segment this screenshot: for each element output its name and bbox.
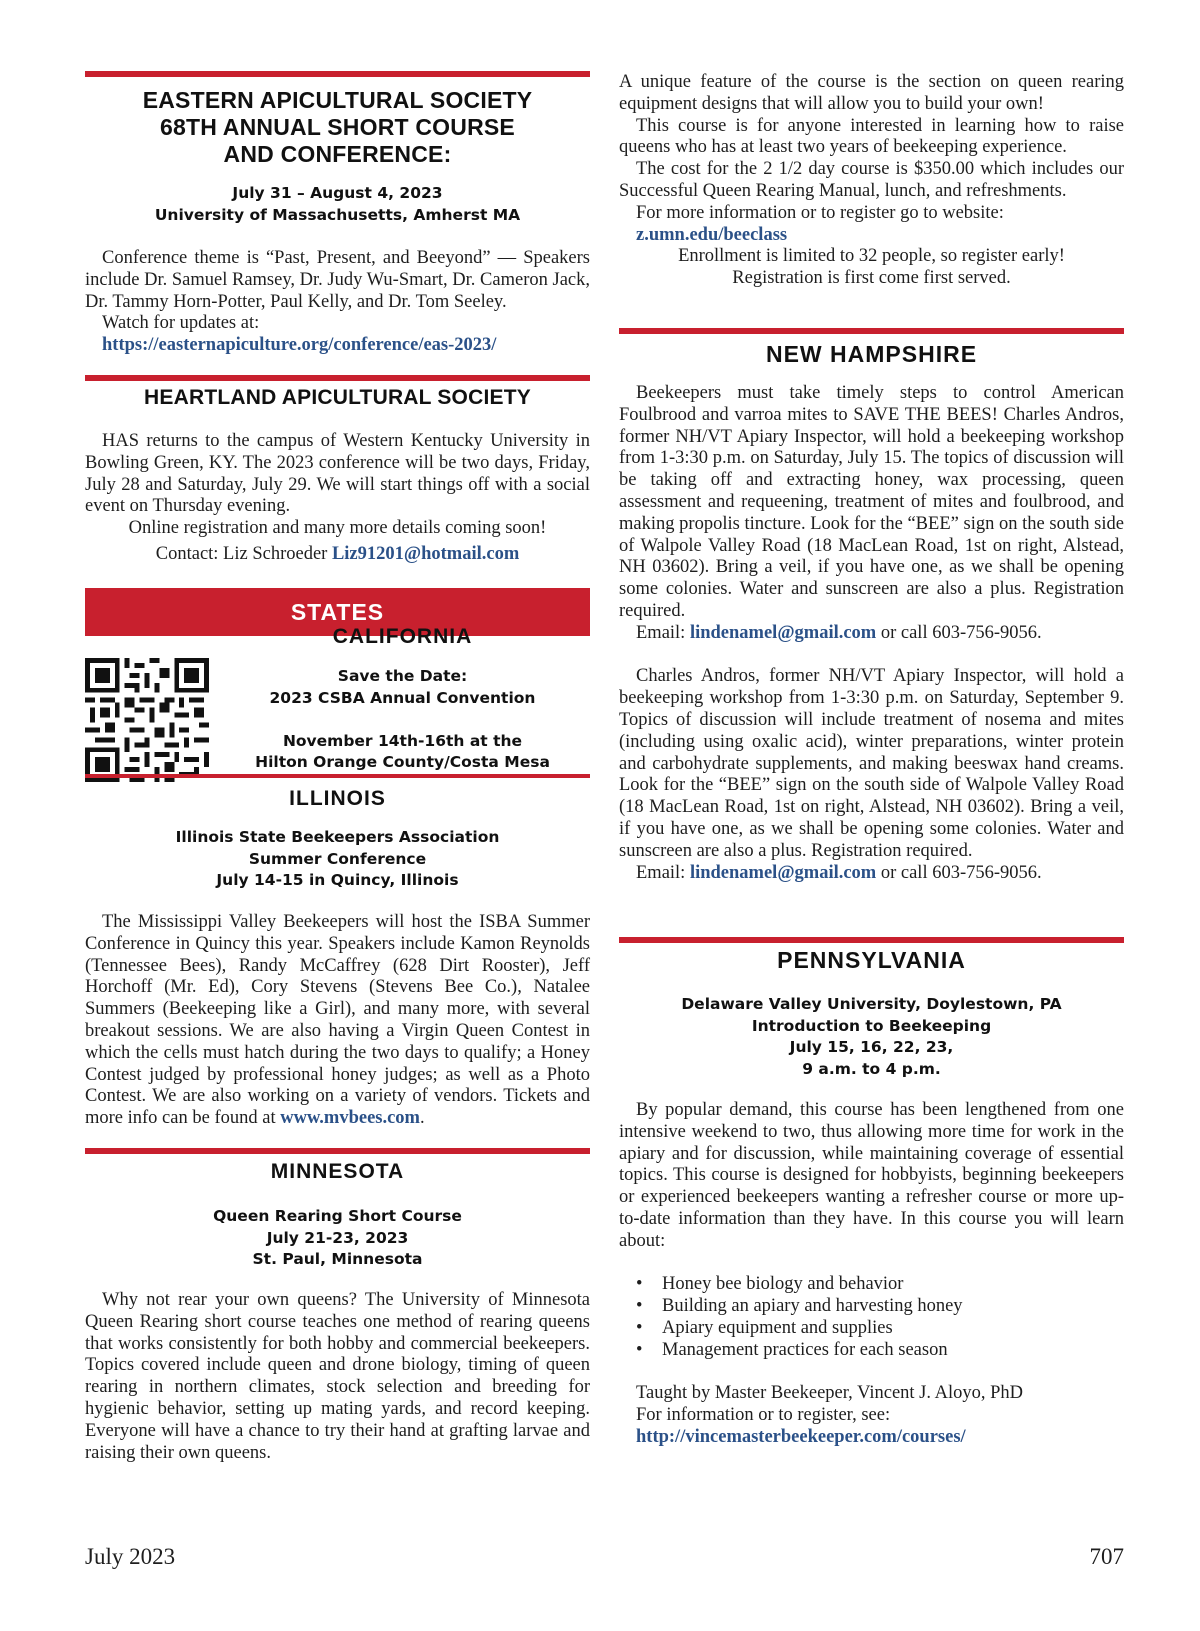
illinois-line: July 14-15 in Quincy, Illinois <box>216 871 459 889</box>
states-banner: STATES <box>85 588 590 636</box>
eas-body <box>85 248 590 357</box>
section-divider <box>619 937 1124 943</box>
minnesota-cont-text: The cost for the 2 1/2 day course is $350.00 which includes our Successful Queen Rearing Manual, lunch, and refreshments. <box>619 159 1124 201</box>
pa-body-text: By popular demand, this course has been lengthened from one intensive weekend to two, thus allowing more time for work in the apiary and for discussion, while maintaining coverage of essential topics. This course is designed for hobbyists, beginning beekeepers or experienced beekeepers wanting a refresher course or more up-to-date information than they have. In this course you will learn about: <box>619 1100 1124 1251</box>
has-body <box>85 431 590 566</box>
pa-link[interactable]: http://vincemasterbeekeeper.com/courses/ <box>636 1426 966 1447</box>
list-item: • Building an apiary and harvesting honey <box>619 1296 1124 1318</box>
nh-body-text: Beekeepers must take timely steps to control American Foulbrood and varroa mites to SAVE THE BEES! Charles Andros, former NH/VT Apiary Inspector, will hold a beekeeping workshop from 1-3:30 p.m. on Saturday, July 15. The topics of discussion will be taking off and extracting honey, wax processing, queen assessment and requeening, treatment of mites and foulbrood, and making propolis tincture. Look for the “BEE” sign on the south side of Walpole Valley Road (18 MacLean Road, 1st on right, Alstead, NH 03602). Bring a veil, if you have one, as we shall be opening some colonies. Water and sunscreen are also a plus. Registration required. <box>619 383 1124 621</box>
has-email-link[interactable]: Liz91201@hotmail.com <box>331 543 520 564</box>
has-title: HEARTLAND APICULTURAL SOCIETY <box>144 386 531 409</box>
minnesota-line: July 21-23, 2023 <box>266 1228 409 1247</box>
minnesota-continued <box>619 72 1124 290</box>
page-number: 707 <box>1089 1544 1124 1569</box>
minnesota-title: MINNESOTA <box>270 1160 405 1183</box>
minnesota-details <box>85 1206 590 1271</box>
section-divider <box>619 328 1124 334</box>
section-divider <box>85 1148 590 1154</box>
eas-details <box>85 183 590 226</box>
eas-link[interactable]: https://easternapiculture.org/conference/eas-2023/ <box>102 335 497 356</box>
section-divider <box>85 71 590 77</box>
minnesota-body-text: Why not rear your own queens? The University of Minnesota Queen Rearing short course teaches one method of rearing queens that works consistently for both hobby and commercial beekeepers. Topics covered include queen and drone biology, timing of queen rearing in northern climates, stock selection and breeding for hygienic behavior, setting up mating yards, and record keeping. Everyone will have a chance to try their hand at grafting larvae and raising their own queens. <box>85 1290 590 1463</box>
has-body-text: HAS returns to the campus of Western Kentucky University in Bowling Green, KY. The 2023 conference will be two days, Friday, July 28 and Saturday, July 29. We will start things off with a social event on Thursday evening. <box>85 431 590 517</box>
pa-topic-list <box>619 1274 1124 1361</box>
nh-title: NEW HAMPSHIRE <box>765 341 978 367</box>
pa-line: Delaware Valley University, Doylestown, PA <box>681 995 1062 1013</box>
section-divider <box>85 375 590 381</box>
nh-phone: or call 603-756-9056. <box>880 862 1042 883</box>
minnesota-body <box>85 1290 590 1464</box>
illinois-title: ILLINOIS <box>289 787 386 810</box>
california-line: Hilton Orange County/Costa Mesa <box>255 753 550 771</box>
pa-taught-text: Taught by Master Beekeeper, Vincent J. Aloyo, PhD <box>636 1383 1023 1404</box>
nh-email-link[interactable]: lindenamel@gmail.com <box>689 622 877 643</box>
spacer <box>215 709 590 731</box>
california-title: CALIFORNIA <box>332 625 473 648</box>
minnesota-cont-text: A unique feature of the course is the section on queen rearing equipment designs that will allow you to build your own! <box>619 72 1124 114</box>
pa-details <box>619 994 1124 1080</box>
illinois-line: Summer Conference <box>248 849 427 868</box>
nh-body-text: Charles Andros, former NH/VT Apiary Inspector, will hold a beekeeping workshop from 1-3:30 p.m. on Saturday, September 9. Topics of discussion will include treatment of nosema and mites (including using oxalic acid), winter preparations, winter protein and carbohydrate supplements, and making beeswax hand creams. Look for the “BEE” sign on the south side of Walpole Valley Road (18 MacLean Road, 1st on right, Alstead, NH 03602). Bring a veil, if you have one, as we shall be opening some colonies. Water and sunscreen are also a plus. Registration required. <box>619 666 1124 861</box>
eas-title <box>85 87 590 168</box>
footer-date: July 2023 <box>85 1544 176 1569</box>
minnesota-line: St. Paul, Minnesota <box>252 1250 423 1268</box>
pa-line: Introduction to Beekeeping <box>751 1016 992 1035</box>
illinois-link[interactable]: www.mvbees.com <box>280 1108 420 1129</box>
illinois-details <box>85 827 590 892</box>
minnesota-first-text: Registration is first come first served. <box>732 268 1011 289</box>
spacer <box>619 1253 1124 1275</box>
eas-body-text: Conference theme is “Past, Present, and Beeyond” — Speakers include Dr. Samuel Ramsey, Dr. Judy Wu-Smart, Dr. Cameron Jack, Dr. Tammy Horn-Potter, Paul Kelly, and Dr. Tom Seeley. <box>85 248 590 312</box>
list-item: • Management practices for each season <box>619 1340 1124 1362</box>
nh-body <box>619 383 1124 884</box>
qr-code-icon <box>85 658 209 782</box>
minnesota-cont-text: This course is for anyone interested in learning how to raise queens who has at least two years of beekeeping experience. <box>619 115 1124 158</box>
spacer <box>619 1362 1124 1384</box>
spacer <box>619 645 1124 667</box>
illinois-body: The Mississippi Valley Beekeepers will host the ISBA Summer Conference in Quincy this year. Speakers include Kamon Reynolds (Tennessee Bees), Randy McCaffrey (628 Dirt Rooster), Jeff Horchoff (Mr. Ed), Cory Stevens (Stevens Bee Co.), Natalee Summers (Beekeeping like a Girl), and many more, with several breakout sessions. We are also having a Virgin Queen Contest in which the cells must hatch during the two days to qualify; a Honey Contest judged by professional honey judges; as well as a Photo Contest. We are also working on a variety of vendors. Tickets and more info can be found at www.mvbees.com. <box>85 912 590 1129</box>
eas-watch-text: Watch for updates at: <box>102 313 260 334</box>
has-contact: Contact: Liz Schroeder <box>155 543 328 564</box>
section-divider <box>85 774 590 778</box>
eas-title-line: 68TH ANNUAL SHORT COURSE <box>160 114 515 140</box>
list-item: • Honey bee biology and behavior <box>619 1274 1124 1296</box>
nh-phone: or call 603-756-9056. <box>880 622 1042 643</box>
eas-title-line: AND CONFERENCE: <box>223 141 452 167</box>
minnesota-line: Queen Rearing Short Course <box>213 1207 462 1225</box>
nh-email-label: Email: <box>636 622 686 643</box>
illinois-body-text: The Mississippi Valley Beekeepers will host the ISBA Summer Conference in Quincy this year. Speakers include Kamon Reynolds (Tennessee Bees), Randy McCaffrey (628 Dirt Rooster), Jeff Horchoff (Mr. Ed), Cory Stevens (Stevens Bee Co.), Natalee Summers (Beekeeping like a Girl), and many more, with several breakout sessions. We are also having a Virgin Queen Contest in which the cells must hatch during the two days to qualify; a Honey Contest judged by professional honey judges; as well as a Photo Contest. We are also working on a variety of vendors. Tickets and more info can be found at <box>85 912 590 1129</box>
pa-title: PENNSYLVANIA <box>777 947 966 973</box>
eas-title-line: EASTERN APICULTURAL SOCIETY <box>142 87 533 113</box>
california-line: 2023 CSBA Annual Convention <box>269 688 536 707</box>
minnesota-enroll-text: Enrollment is limited to 32 people, so register early! <box>678 246 1065 267</box>
nh-email-link[interactable]: lindenamel@gmail.com <box>689 862 877 883</box>
california-details <box>215 666 590 774</box>
nh-email-label: Email: <box>636 862 686 883</box>
california-line: November 14th-16th at the <box>282 731 523 750</box>
minnesota-cont-text: For more information or to register go to website: <box>636 202 1004 223</box>
pa-line: 9 a.m. to 4 p.m. <box>802 1059 941 1078</box>
has-online-text: Online registration and many more details coming soon! <box>128 518 547 539</box>
eas-dates: July 31 – August 4, 2023 <box>232 184 443 202</box>
pa-body <box>619 1100 1124 1449</box>
pa-line: July 15, 16, 22, 23, <box>789 1038 954 1056</box>
pa-info-text: For information or to register, see: <box>636 1405 891 1426</box>
eas-place: University of Massachusetts, Amherst MA <box>154 205 521 224</box>
illinois-line: Illinois State Beekeepers Association <box>175 828 500 846</box>
california-line: Save the Date: <box>337 667 468 685</box>
minnesota-link[interactable]: z.umn.edu/beeclass <box>636 224 788 245</box>
list-item: • Apiary equipment and supplies <box>619 1318 1124 1340</box>
